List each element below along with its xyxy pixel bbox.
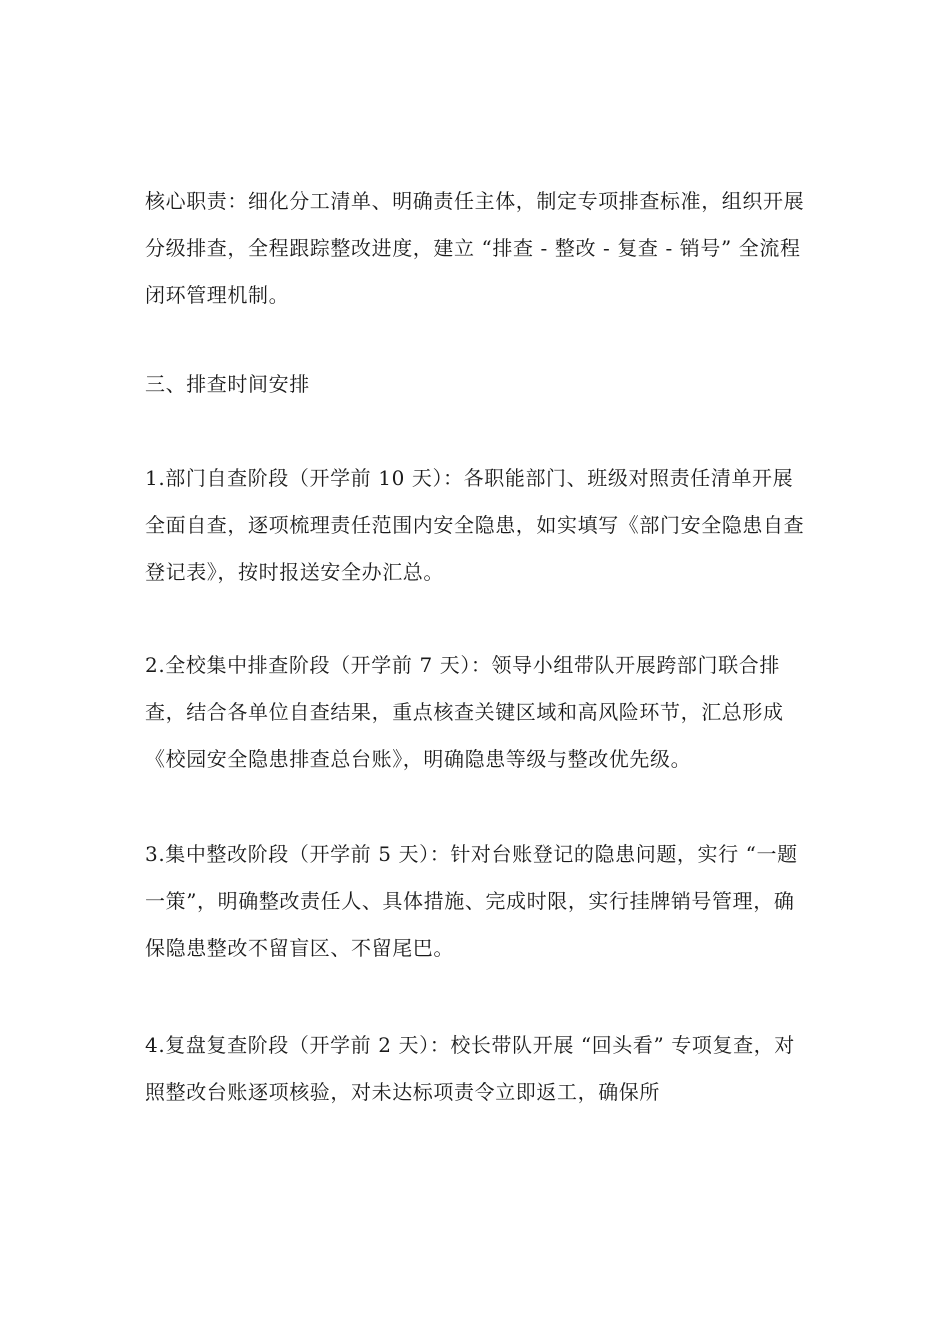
- paragraph-stage-2: 2.全校集中排查阶段（开学前 7 天）：领导小组带队开展跨部门联合排查，结合各单位自查结果，重点核查关键区域和高风险环节，汇总形成《校园安全隐患排查总台账》，明确隐患等级与整改优先级。: [145, 653, 784, 771]
- paragraph-stage-1: 1.部门自查阶段（开学前 10 天）：各职能部门、班级对照责任清单开展全面自查，逐项梳理责任范围内安全隐患，如实填写《部门安全隐患自查登记表》，按时报送安全办汇总。: [145, 466, 805, 584]
- paragraph-stage-4: 4.复盘复查阶段（开学前 2 天）：校长带队开展 “回头看” 专项复查，对照整改台账逐项核验，对未达标项责令立即返工，确保所: [145, 1033, 795, 1104]
- paragraph-core-duties: 核心职责：细化分工清单、明确责任主体，制定专项排查标准，组织开展分级排查，全程跟踪整改进度，建立 “排查 - 整改 - 复查 - 销号” 全流程闭环管理机制。: [145, 189, 805, 307]
- paragraph-stage-3: 3.集中整改阶段（开学前 5 天）：针对台账登记的隐患问题，实行 “一题一策”，明确整改责任人、具体措施、完成时限，实行挂牌销号管理，确保隐患整改不留盲区、不留尾巴。: [145, 842, 798, 960]
- document-body: [145, 178, 807, 1116]
- section-heading-schedule: 三、排查时间安排: [145, 372, 310, 396]
